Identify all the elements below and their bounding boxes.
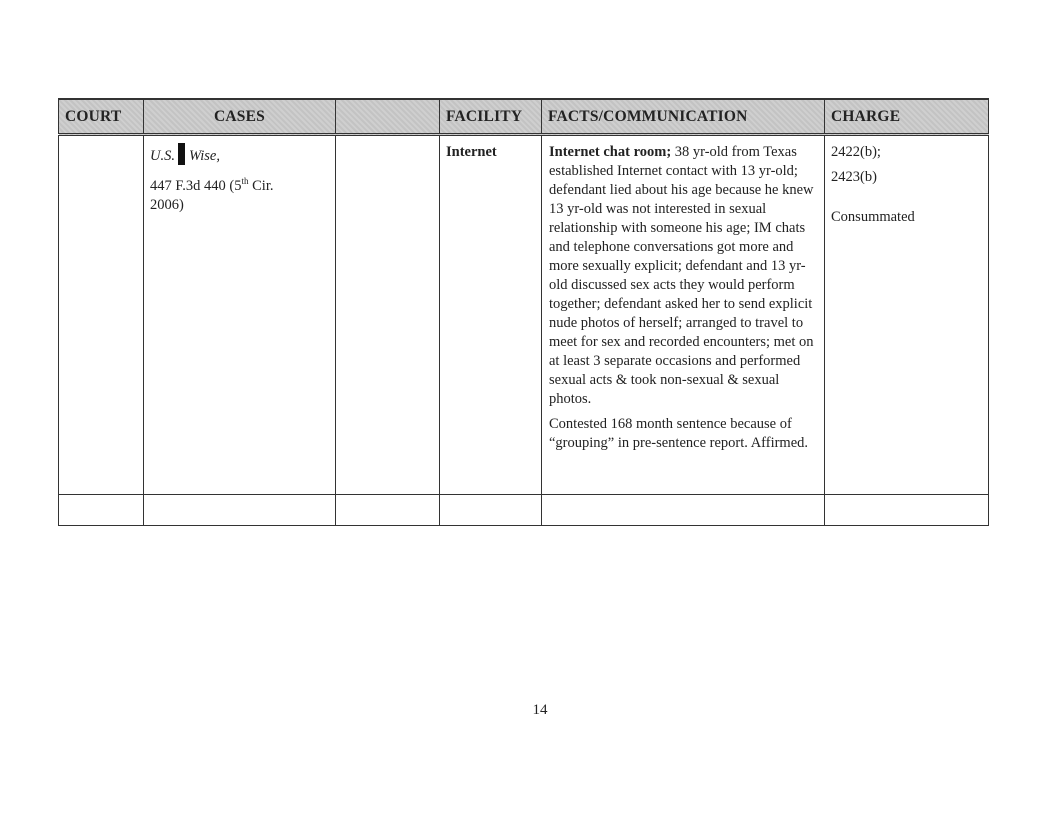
- empty-cell: [542, 495, 825, 526]
- header-charge: CHARGE: [825, 99, 989, 135]
- header-blank: [336, 99, 440, 135]
- charge-cell: [825, 135, 989, 495]
- facts-cell: [542, 135, 825, 495]
- empty-cell: [440, 495, 542, 526]
- empty-cell: [59, 495, 144, 526]
- header-row: [59, 99, 989, 135]
- charge-status: Consummated: [831, 209, 915, 225]
- header-facts: FACTS/COMMUNICATION: [542, 99, 825, 135]
- table-row-empty: [59, 495, 989, 526]
- case-table: [58, 98, 989, 526]
- empty-cell: [144, 495, 336, 526]
- charge-code: 2423(b): [831, 169, 877, 185]
- court-cell: [59, 135, 144, 495]
- header-cases: CASES: [144, 99, 336, 135]
- page-number: 14: [532, 702, 548, 718]
- facts-paragraph: Internet chat room; 38 yr-old from Texas established Internet contact with 13 yr-old; defendant lied about his age because he knew 13 yr-old was not interested in sexual relationship with someone his age; IM chats and telephone conversations got more and more sexually explicit; defendant and 13 yr-old discussed sex acts they would perform together; defendant asked her to send explicit nude photos of herself; arranged to travel to meet for sex and recorded encounters; met on at least 3 separate occasions and performed sexual acts & took non-sexual & sexual photos.: [549, 144, 814, 407]
- empty-cell: [825, 495, 989, 526]
- case-cell: [144, 135, 336, 495]
- header-facility: FACILITY: [440, 99, 542, 135]
- case-citation: 447 F.3d 440 (5th Cir. 2006): [150, 176, 274, 213]
- facility-cell: Internet: [440, 135, 542, 495]
- charge-code: 2422(b);: [831, 144, 881, 160]
- facts-outcome: Contested 168 month sentence because of “grouping” in pre-sentence report. Affirmed.: [549, 416, 809, 451]
- empty-cell: [336, 495, 440, 526]
- redaction-bar: [178, 143, 185, 165]
- blank-cell: [336, 135, 440, 495]
- header-court: COURT: [59, 99, 144, 135]
- case-name: U.S. Wise,: [150, 143, 329, 166]
- table-row: [59, 135, 989, 495]
